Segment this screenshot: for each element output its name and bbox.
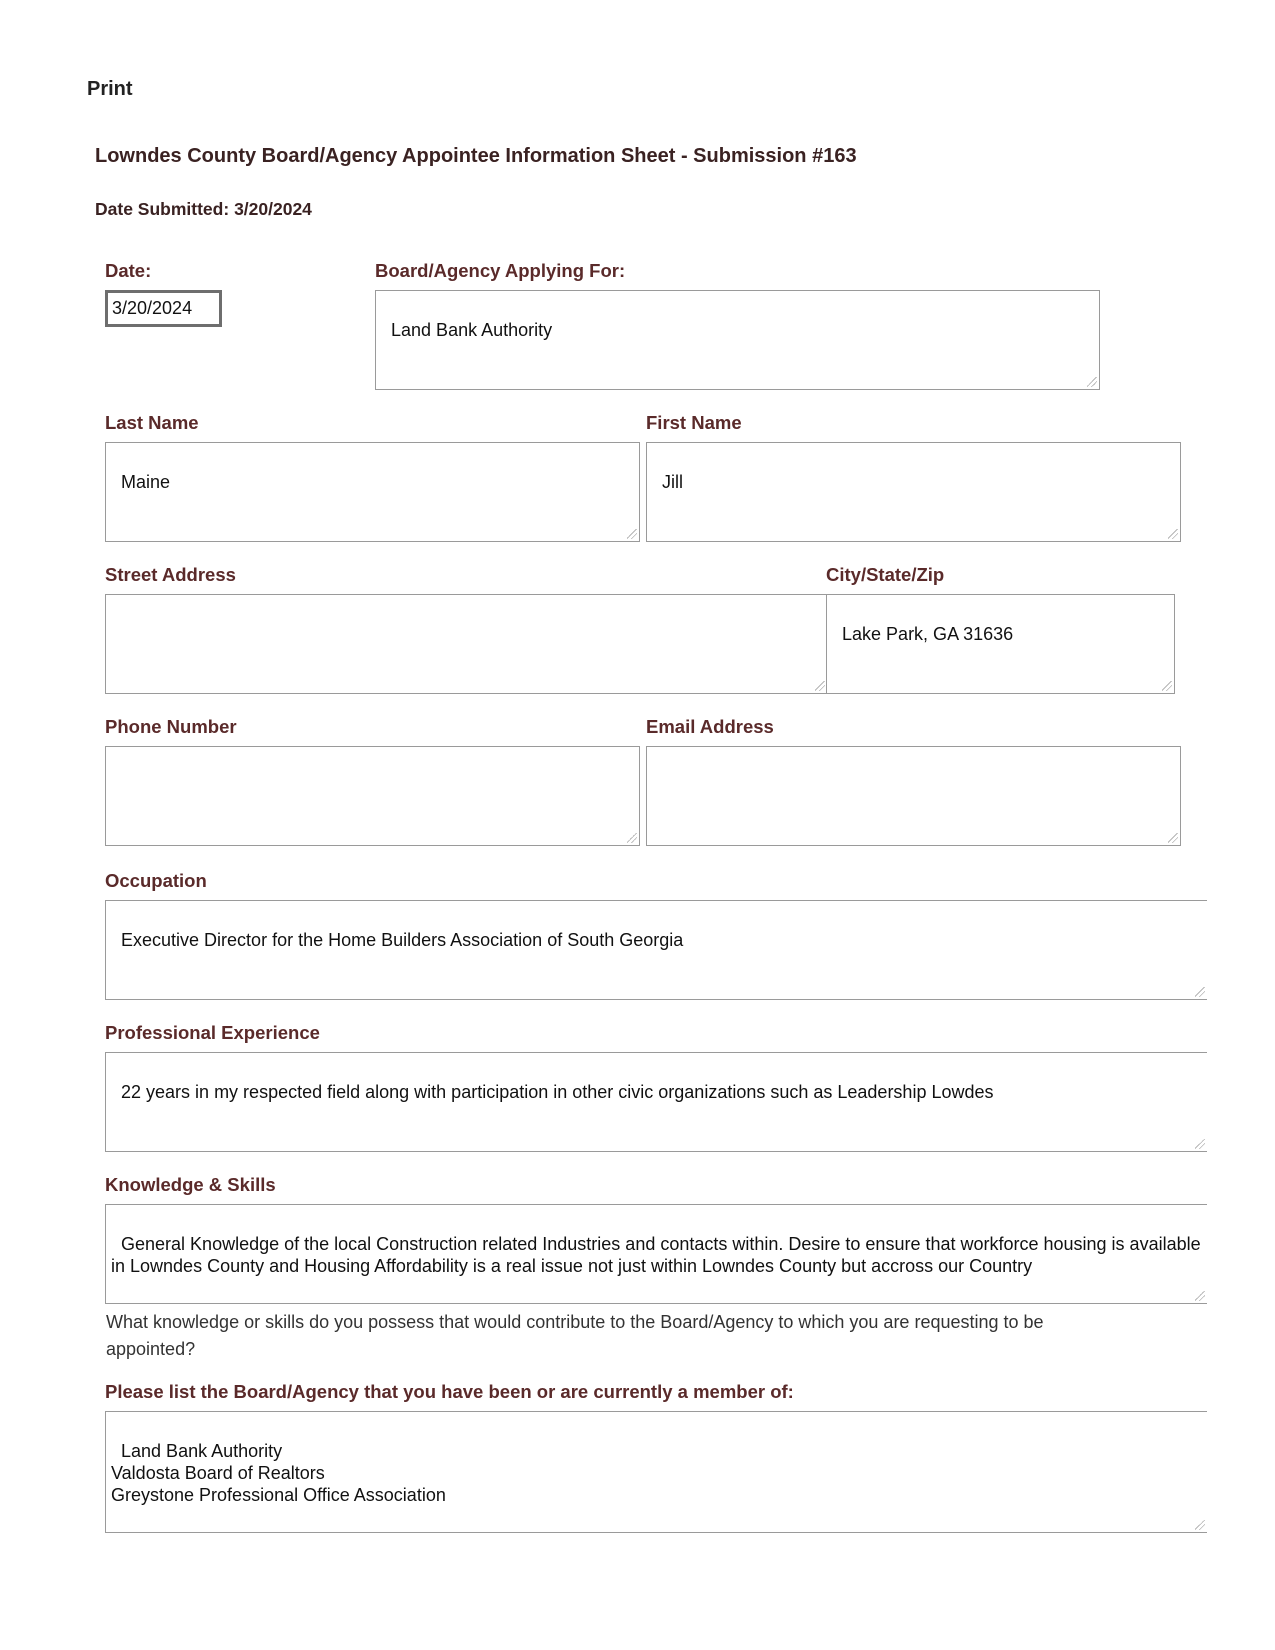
- resize-grip-icon[interactable]: [627, 529, 637, 539]
- resize-grip-icon[interactable]: [627, 833, 637, 843]
- memberships-label: Please list the Board/Agency that you have been or are currently a member of:: [105, 1381, 794, 1402]
- first-name-field[interactable]: [646, 442, 1181, 542]
- board-agency-value: Land Bank Authority: [391, 320, 553, 340]
- last-name-value: Maine: [121, 472, 171, 492]
- page-title: Lowndes County Board/Agency Appointee Information Sheet - Submission #163: [95, 145, 857, 167]
- first-name-value: Jill: [662, 472, 684, 492]
- date-input[interactable]: 3/20/2024: [105, 290, 222, 327]
- resize-grip-icon[interactable]: [1168, 833, 1178, 843]
- resize-grip-icon[interactable]: [1195, 1291, 1205, 1301]
- city-state-zip-value: Lake Park, GA 31636: [842, 624, 1014, 644]
- professional-experience-field[interactable]: [105, 1052, 1207, 1152]
- last-name-field[interactable]: [105, 442, 640, 542]
- date-label: Date:: [105, 260, 152, 281]
- knowledge-skills-help-text: What knowledge or skills do you possess that would contribute to the Board/Agency to which you are requesting to be appointed?: [106, 1312, 1044, 1359]
- resize-grip-icon[interactable]: [1162, 681, 1172, 691]
- date-submitted-label: Date Submitted:: [95, 199, 230, 219]
- board-agency-field[interactable]: [375, 290, 1100, 390]
- memberships-field[interactable]: [105, 1411, 1207, 1533]
- resize-grip-icon[interactable]: [1195, 987, 1205, 997]
- occupation-field[interactable]: [105, 900, 1207, 1000]
- knowledge-skills-value: General Knowledge of the local Construction related Industries and contacts within. Desire to ensure that workforce housing is available in Lowndes County and Housing Affordability is a real issue not just within Lowndes County but accross our Country: [111, 1234, 1206, 1276]
- city-state-zip-field[interactable]: [826, 594, 1175, 694]
- phone-label: Phone Number: [105, 716, 237, 737]
- occupation-label: Occupation: [105, 870, 207, 891]
- occupation-value: Executive Director for the Home Builders Association of South Georgia: [121, 930, 684, 950]
- last-name-label: Last Name: [105, 412, 199, 433]
- city-state-zip-label: City/State/Zip: [826, 564, 945, 585]
- street-address-field[interactable]: [105, 594, 828, 694]
- print-link[interactable]: Print: [87, 78, 133, 100]
- email-field[interactable]: [646, 746, 1181, 846]
- professional-experience-label: Professional Experience: [105, 1022, 320, 1043]
- resize-grip-icon[interactable]: [1168, 529, 1178, 539]
- phone-field[interactable]: [105, 746, 640, 846]
- first-name-label: First Name: [646, 412, 742, 433]
- board-agency-label: Board/Agency Applying For:: [375, 260, 626, 281]
- professional-experience-value: 22 years in my respected field along with participation in other civic organizations such as Leadership Lowdes: [121, 1082, 994, 1102]
- date-submitted: [95, 199, 312, 220]
- email-label: Email Address: [646, 716, 774, 737]
- resize-grip-icon[interactable]: [1087, 377, 1097, 387]
- memberships-value: Land Bank Authority Valdosta Board of Realtors Greystone Professional Office Association: [111, 1441, 446, 1505]
- knowledge-skills-label: Knowledge & Skills: [105, 1174, 276, 1195]
- date-submitted-value: 3/20/2024: [234, 199, 312, 219]
- street-address-label: Street Address: [105, 564, 236, 585]
- resize-grip-icon[interactable]: [815, 681, 825, 691]
- resize-grip-icon[interactable]: [1195, 1520, 1205, 1530]
- knowledge-skills-field[interactable]: [105, 1204, 1207, 1304]
- resize-grip-icon[interactable]: [1195, 1139, 1205, 1149]
